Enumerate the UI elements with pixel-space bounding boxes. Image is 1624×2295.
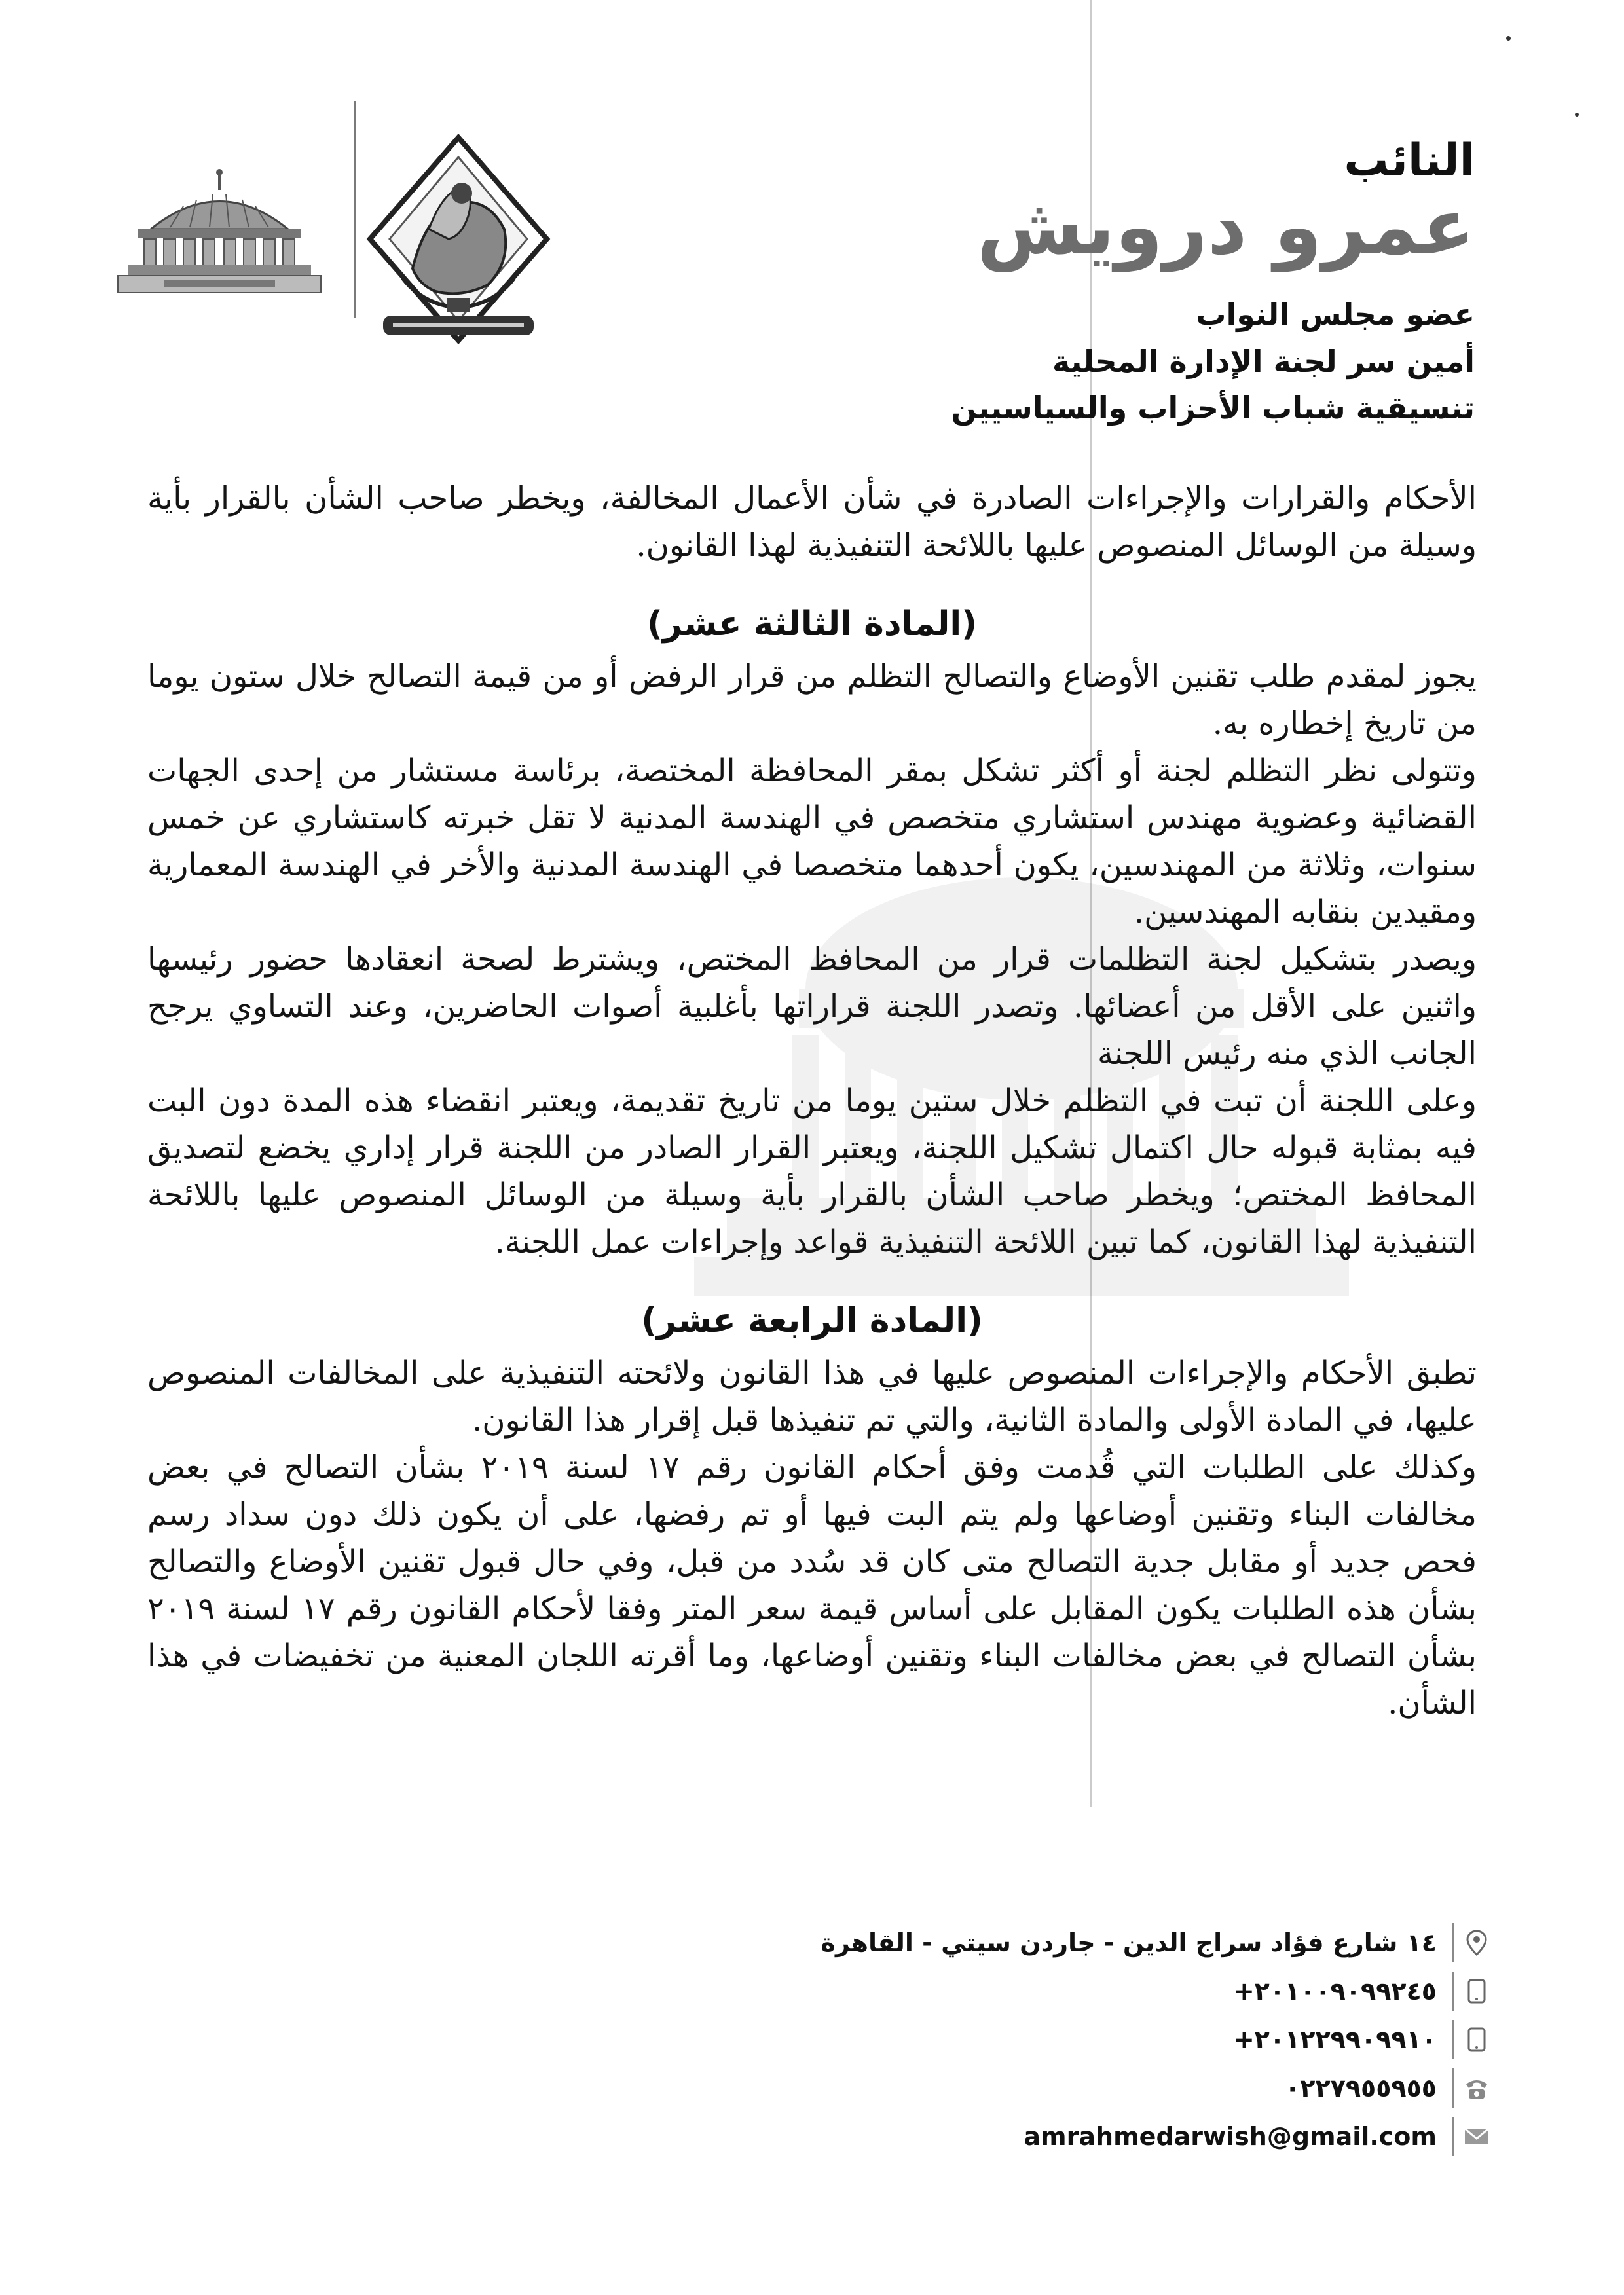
tansiqiya-emblem-logo	[363, 131, 553, 347]
letter-body	[147, 475, 1477, 1727]
article-13-heading: (المادة الثالثة عشر)	[646, 604, 978, 644]
scan-speck	[1506, 36, 1511, 41]
article-13-paragraph: ويصدر بتشكيل لجنة التظلمات قرار من المحافظ المختص، ويشترط لصحة انعقادها حضور رئيسها واثنين على الأقل من أعضائها. وتصدر اللجنة قراراتها بأغلبية أصوات الحاضرين، وعند التساوي يرجح الجانب الذي منه رئيس اللجنة	[147, 941, 1477, 1072]
letterhead	[820, 135, 1475, 431]
scan-speck	[1575, 113, 1579, 117]
article-14-heading: (المادة الرابعة عشر)	[641, 1301, 983, 1340]
contact-divider	[1452, 2117, 1454, 2156]
telephone-icon	[1464, 2075, 1490, 2101]
contact-email-row	[704, 2112, 1490, 2161]
mp-name: عمرو درويش	[976, 181, 1475, 272]
contact-divider	[1452, 2020, 1454, 2059]
mobile-phone-icon	[1464, 1978, 1490, 2004]
contact-mobile-row	[704, 2015, 1490, 2064]
address-text: ١٤ شارع فؤاد سراج الدين - جاردن سيتي - القاهرة	[821, 1928, 1437, 1957]
mobile-number-1[interactable]: +٢٠١٠٠٩٠٩٩٢٤٥	[1233, 1977, 1437, 2006]
article-14-paragraph: تطبق الأحكام والإجراءات المنصوص عليها في هذا القانون ولائحته التنفيذية على المخالفات المنصوص عليها، في المادة الأولى والمادة الثانية، والتي تم تنفيذها قبل إقرار هذا القانون.	[147, 1355, 1477, 1439]
contact-info	[704, 1919, 1490, 2161]
landline-number[interactable]: ٠٢٢٧٩٥٥٩٥٥	[1285, 2074, 1437, 2102]
location-pin-icon	[1464, 1930, 1490, 1956]
contact-divider	[1452, 1972, 1454, 2011]
role-2: أمين سر لجنة الإدارة المحلية	[1052, 343, 1475, 379]
contact-divider	[1452, 1923, 1454, 1962]
email-address[interactable]: amrahmedarwish@gmail.com	[1024, 2122, 1437, 2151]
header-divider	[354, 101, 356, 318]
title-mp: النائب	[1344, 135, 1475, 187]
mobile-phone-icon	[1464, 2027, 1490, 2053]
role-3: تنسيقية شباب الأحزاب والسياسيين	[951, 390, 1475, 426]
contact-landline-row	[704, 2064, 1490, 2112]
contact-address-row	[704, 1919, 1490, 1967]
mobile-number-2[interactable]: +٢٠١٢٢٩٩٠٩٩١٠	[1233, 2025, 1437, 2054]
article-14-paragraph: وكذلك على الطلبات التي قُدمت وفق أحكام القانون رقم ١٧ لسنة ٢٠١٩ بشأن التصالح في بعض مخالفات البناء وتقنين أوضاعها ولم يتم البت فيها أو تم رفضها، على أن يكون ذلك دون سداد رسم فحص جديد أو مقابل جدية التصالح متى كان قد سُدد من قبل، وفي حال قبول تقنين الأوضاع والتصالح بشأن هذه الطلبات يكون المقابل على أساس قيمة سعر المتر وفقا لأحكام القانون رقم ١٧ لسنة ٢٠١٩ بشأن التصالح في بعض مخالفات البناء وتقنين أوضاعها، وما أقرته اللجان المعنية من تخفيضات في هذا الشأن.	[147, 1449, 1477, 1721]
article-13-paragraph: وتتولى نظر التظلم لجنة أو أكثر تشكل بمقر المحافظة المختصة، برئاسة مستشار من إحدى الجهات القضائية وعضوية مهندس استشاري متخصص في الهندسة المدنية لا تقل خبرته كاستشاري عن خمس سنوات، وثلاثة من المهندسين، يكون أحدهما متخصصا في الهندسة المدنية والأخر في الهندسة المعمارية ومقيدين بنقابه المهندسين.	[147, 752, 1477, 930]
intro-paragraph: الأحكام والقرارات والإجراءات الصادرة في شأن الأعمال المخالفة، ويخطر صاحب الشأن بالقرار بأية وسيلة من الوسائل المنصوص عليها باللائحة التنفيذية لهذا القانون.	[147, 480, 1477, 564]
house-of-representatives-logo	[111, 167, 327, 298]
roles-list	[820, 291, 1475, 431]
role-1: عضو مجلس النواب	[1196, 297, 1475, 333]
article-13-paragraph: وعلى اللجنة أن تبت في التظلم خلال ستين يوما من تاريخ تقديمة، ويعتبر انقضاء هذه المدة دون البت فيه بمثابة قبوله حال اكتمال تشكيل اللجنة، ويعتبر القرار الصادر من اللجنة قرار إداري يخضع لتصديق المحافظ المختص؛ ويخطر صاحب الشأن بالقرار بأية وسيلة من الوسائل المنصوص عليها باللائحة التنفيذية لهذا القانون، كما تبين اللائحة التنفيذية قواعد وإجراءات عمل اللجنة.	[147, 1082, 1477, 1260]
contact-mobile-row	[704, 1967, 1490, 2015]
email-icon	[1464, 2123, 1490, 2150]
article-13-paragraph: يجوز لمقدم طلب تقنين الأوضاع والتصالح التظلم من قرار الرفض أو من قيمة التصالح خلال ستون يوما من تاريخ إخطاره به.	[147, 658, 1477, 742]
contact-divider	[1452, 2068, 1454, 2108]
